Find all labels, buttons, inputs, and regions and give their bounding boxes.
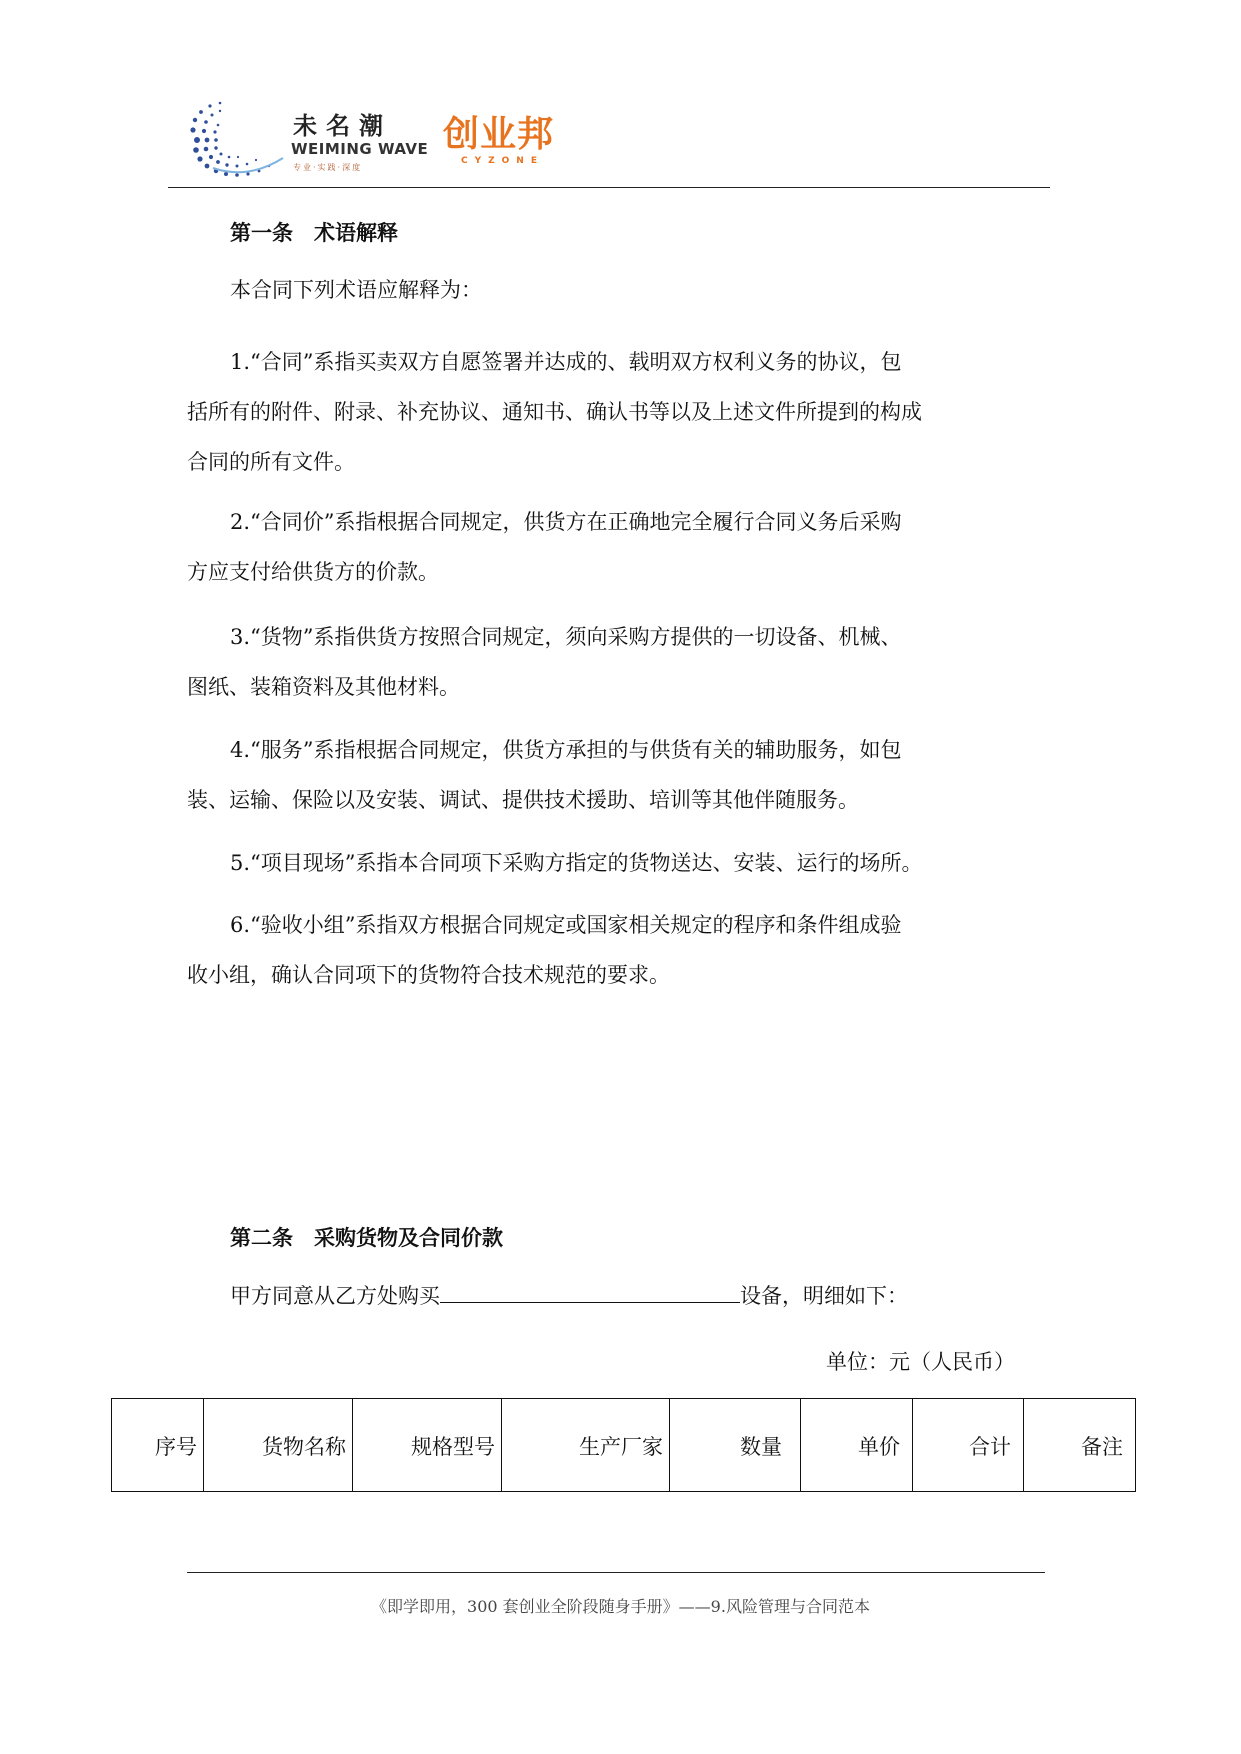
currency-unit-note: 单位：元（人民币） [826,1350,1015,1374]
weiming-slogan: 专业·实践·深度 [293,163,363,172]
cyzone-en-logo-text: CYZONE [461,156,544,166]
article1-heading: 第一条 术语解释 [230,221,398,245]
definition-line: 5.“项目现场”系指本合同项下采购方指定的货物送达、安装、运行的场所。 [230,851,923,875]
purchase-sentence [230,1274,908,1318]
cyzone-cn-logo-text: 创业邦 [443,114,555,155]
definition-line: 3.“货物”系指供货方按照合同规定，须向采购方提供的一切设备、机械、 [230,625,902,649]
header-divider [168,187,1050,188]
definition-line: 括所有的附件、附录、补充协议、通知书、确认书等以及上述文件所提到的构成 [187,400,922,424]
definition-line: 1.“合同”系指买卖双方自愿签署并达成的、载明双方权利义务的协议，包 [230,350,902,374]
table-header-cell: 货物名称 [203,1399,352,1491]
table-header-cell: 序号 [111,1399,203,1491]
article2-heading: 第二条 采购货物及合同价款 [230,1226,503,1250]
footer-divider [187,1572,1045,1573]
weiming-en-logo-text: WEIMING WAVE [291,140,429,158]
table-header-cell: 规格型号 [352,1399,501,1491]
header-logos [183,100,563,180]
footer-caption: 《即学即用，300 套创业全阶段随身手册》——9.风险管理与合同范本 [371,1597,870,1616]
definition-line: 装、运输、保险以及安装、调试、提供技术援助、培训等其他伴随服务。 [187,788,859,812]
definition-line: 合同的所有文件。 [187,450,355,474]
table-header-cell: 备注 [1023,1399,1136,1491]
purchase-prefix: 甲方同意从乙方处购买 [230,1284,440,1308]
definition-line: 4.“服务”系指根据合同规定，供货方承担的与供货有关的辅助服务，如包 [230,738,902,762]
weiming-wave-logo-icon [183,100,293,180]
purchase-suffix: 设备，明细如下： [740,1284,908,1308]
definition-line: 6.“验收小组”系指双方根据合同规定或国家相关规定的程序和条件组成验 [230,913,902,937]
definition-line: 图纸、装箱资料及其他材料。 [187,675,460,699]
definition-line: 收小组，确认合同项下的货物符合技术规范的要求。 [187,963,670,987]
equipment-blank-field[interactable] [440,1280,740,1303]
table-header-cell: 合计 [912,1399,1023,1491]
table-header-cell: 单价 [800,1399,912,1491]
definition-line: 2.“合同价”系指根据合同规定，供货方在正确地完全履行合同义务后采购 [230,510,902,534]
table-header-cell: 生产厂家 [501,1399,669,1491]
goods-table-header-row [111,1398,1136,1492]
definition-line: 方应支付给供货方的价款。 [187,560,439,584]
table-header-cell: 数量 [669,1399,800,1491]
article1-intro: 本合同下列术语应解释为： [230,278,482,302]
weiming-cn-logo-text: 未名潮 [293,112,392,140]
